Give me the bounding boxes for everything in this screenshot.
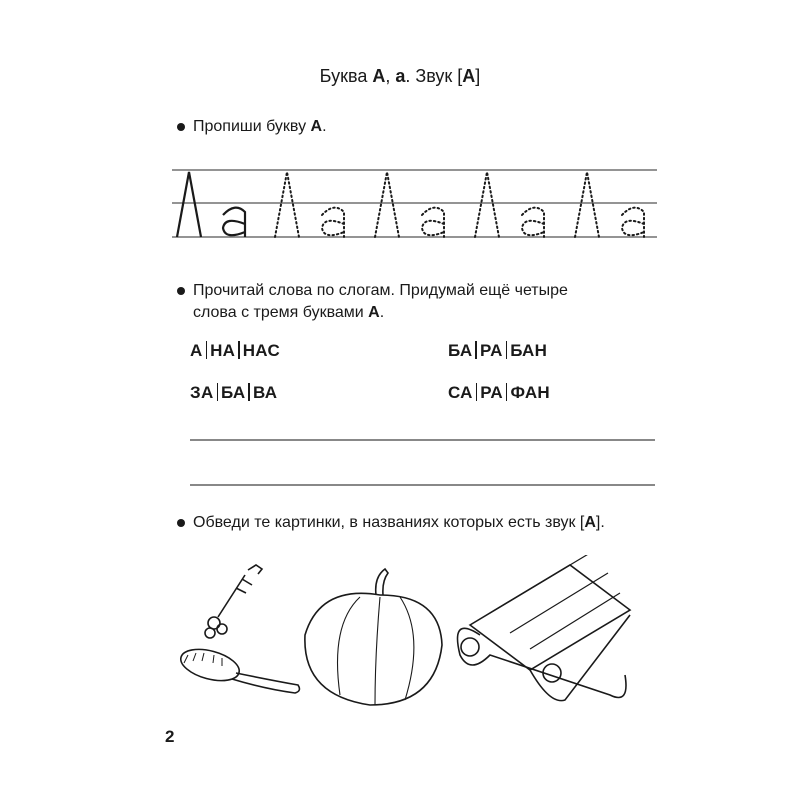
task-3-instruction: [193, 512, 605, 534]
syllable: ЗА: [190, 383, 214, 402]
pictures: [170, 555, 670, 725]
instruction-letter: А: [368, 304, 380, 321]
pumpkin-picture[interactable]: [305, 569, 442, 705]
syllable-divider: [238, 341, 240, 359]
syllable-word: [190, 383, 277, 403]
bullet-icon: [177, 287, 185, 295]
writing-line[interactable]: [190, 439, 655, 441]
instruction-text: .: [379, 304, 385, 321]
sample-letters: [177, 172, 245, 237]
syllable: ФАН: [510, 383, 551, 402]
title-letter-lower: а: [395, 66, 406, 86]
syllable-divider: [476, 383, 478, 401]
instruction-text: .: [322, 118, 327, 135]
title-letter-upper: А: [372, 66, 386, 86]
syllable-divider: [506, 341, 508, 359]
title-sound: А: [462, 66, 476, 86]
page-title: [0, 66, 800, 87]
syllable-divider: [206, 341, 208, 359]
syllable-word: [448, 341, 547, 361]
task-2-instruction: [193, 280, 663, 324]
title-text: ]: [475, 66, 481, 86]
instruction-text: ].: [595, 514, 605, 531]
syllable: РА: [480, 383, 503, 402]
instruction-text: Обведи те картинки, в названиях которых есть звук [: [193, 514, 585, 531]
key-picture[interactable]: [205, 565, 262, 638]
syllable: БА: [448, 341, 473, 360]
instruction-sound: А: [584, 514, 596, 531]
syllable-divider: [248, 383, 250, 401]
syllable: А: [190, 341, 203, 360]
writing-line[interactable]: [190, 484, 655, 486]
title-text: ,: [385, 66, 396, 86]
tracing-letter-pair[interactable]: [275, 172, 344, 237]
instruction-letter: А: [310, 118, 323, 135]
title-text: Буква: [319, 66, 373, 86]
bullet-icon: [177, 123, 185, 131]
instruction-text: слова с тремя буквами: [193, 304, 369, 321]
task-1-instruction: [193, 116, 327, 138]
instruction-text: Пропиши букву: [193, 118, 311, 135]
syllable: СА: [448, 383, 473, 402]
syllable: НАС: [242, 341, 281, 360]
syllable: БА: [221, 383, 246, 402]
syllable: НА: [210, 341, 236, 360]
instruction-text: Прочитай слова по слогам. Придумай ещё четыре: [193, 282, 568, 299]
syllable-word: [190, 341, 280, 361]
syllable-word: [448, 383, 550, 403]
hairbrush-picture[interactable]: [177, 644, 299, 693]
tracing-lines: [165, 160, 665, 245]
syllable: РА: [479, 341, 503, 360]
page-number: 2: [165, 727, 175, 746]
syllable: БАН: [510, 341, 548, 360]
tracing-letter-pair[interactable]: [475, 172, 544, 237]
tracing-letter-pair[interactable]: [375, 172, 444, 237]
syllable-divider: [475, 341, 477, 359]
syllable-divider: [217, 383, 219, 401]
bullet-icon: [177, 519, 185, 527]
syllable-divider: [506, 383, 508, 401]
syllable: ВА: [252, 383, 278, 402]
title-text: . Звук [: [405, 66, 463, 86]
sled-picture[interactable]: [458, 555, 631, 701]
tracing-letter-pair[interactable]: [575, 172, 644, 237]
